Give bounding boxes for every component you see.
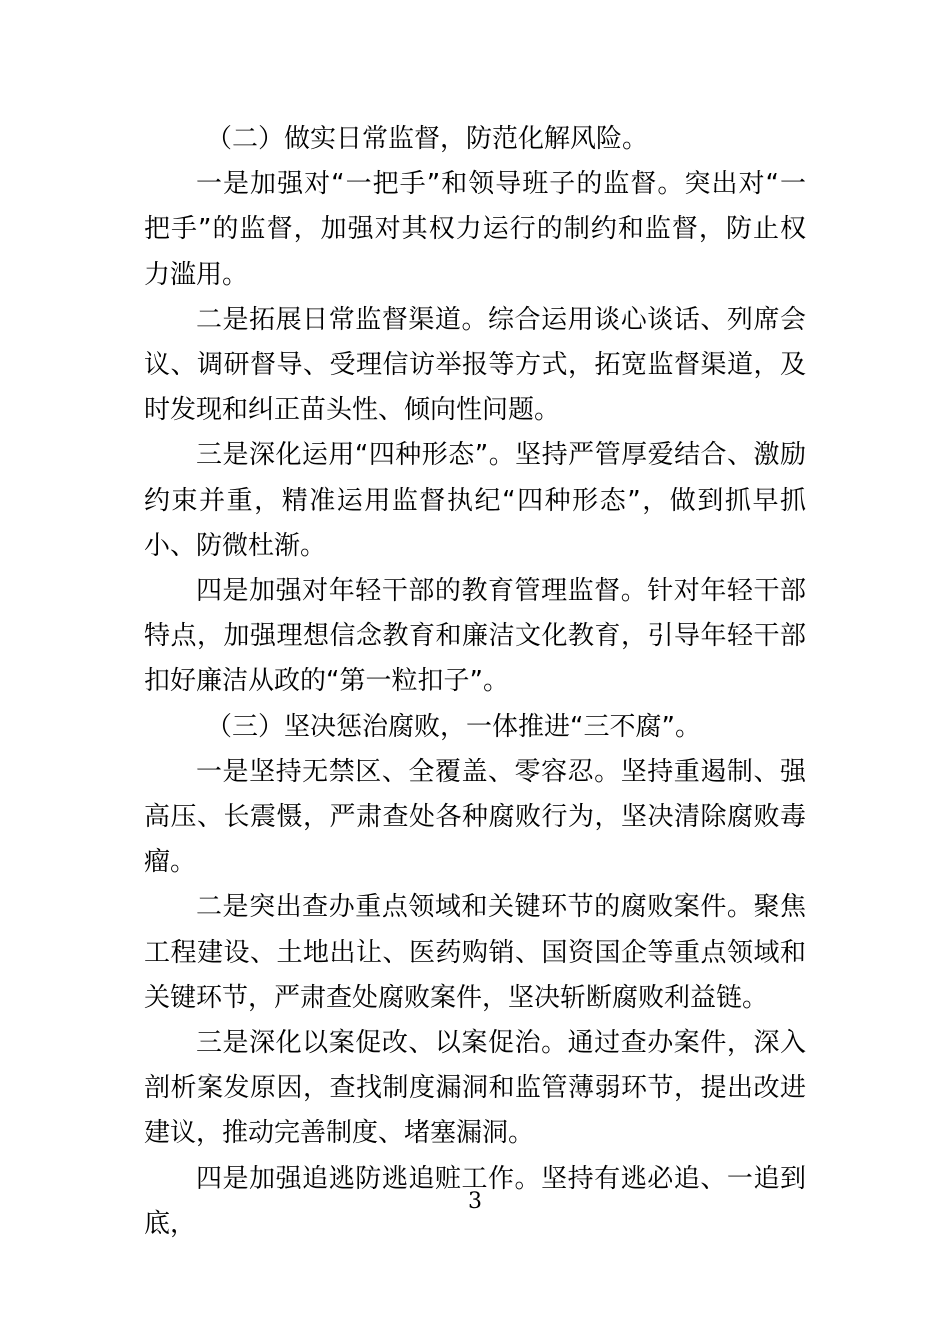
paragraph-key-areas: 二是突出查办重点领域和关键环节的腐败案件。聚焦工程建设、土地出让、医药购销、国资国企等重点领域和关键环节，严肃查处腐败案件，坚决斩断腐败利益链。 — [144, 892, 806, 1013]
page-number: 3 — [468, 1189, 482, 1214]
section-heading-3: （三）坚决惩治腐败，一体推进“三不腐”。 — [206, 711, 701, 742]
paragraph-young-cadres: 四是加强对年轻干部的教育管理监督。针对年轻干部特点，加强理想信念教育和廉洁文化教育，引导年轻干部扣好廉洁从政的“第一粒扣子”。 — [144, 576, 806, 697]
paragraph-four-forms: 三是深化运用“四种形态”。坚持严管厚爱结合、激励约束并重，精准运用监督执纪“四种形态”，做到抓早抓小、防微杜渐。 — [144, 440, 806, 561]
paragraph-expand-channels: 二是拓展日常监督渠道。综合运用谈心谈话、列席会议、调研督导、受理信访举报等方式，拓宽监督渠道，及时发现和纠正苗头性、倾向性问题。 — [144, 304, 806, 426]
paragraph-case-reform: 三是深化以案促改、以案促治。通过查办案件，深入剖析案发原因，查找制度漏洞和监管薄弱环节，提出改进建议，推动完善制度、堵塞漏洞。 — [144, 1028, 806, 1149]
paragraph-fugitive-recovery: 四是加强追逃防逃追赃工作。坚持有逃必追、一追到底， — [144, 1163, 806, 1239]
body-text — [144, 117, 806, 1247]
paragraph-supervise-leaders: 一是加强对“一把手”和领导班子的监督。突出对“一把手”的监督，加强对其权力运行的制约和监督，防止权力滥用。 — [144, 169, 806, 290]
paragraph-zero-tolerance: 一是坚持无禁区、全覆盖、零容忍。坚持重遏制、强高压、长震慑，严肃查处各种腐败行为，坚决清除腐败毒瘤。 — [144, 756, 806, 878]
section-heading-2: （二）做实日常监督，防范化解风险。 — [206, 124, 649, 154]
